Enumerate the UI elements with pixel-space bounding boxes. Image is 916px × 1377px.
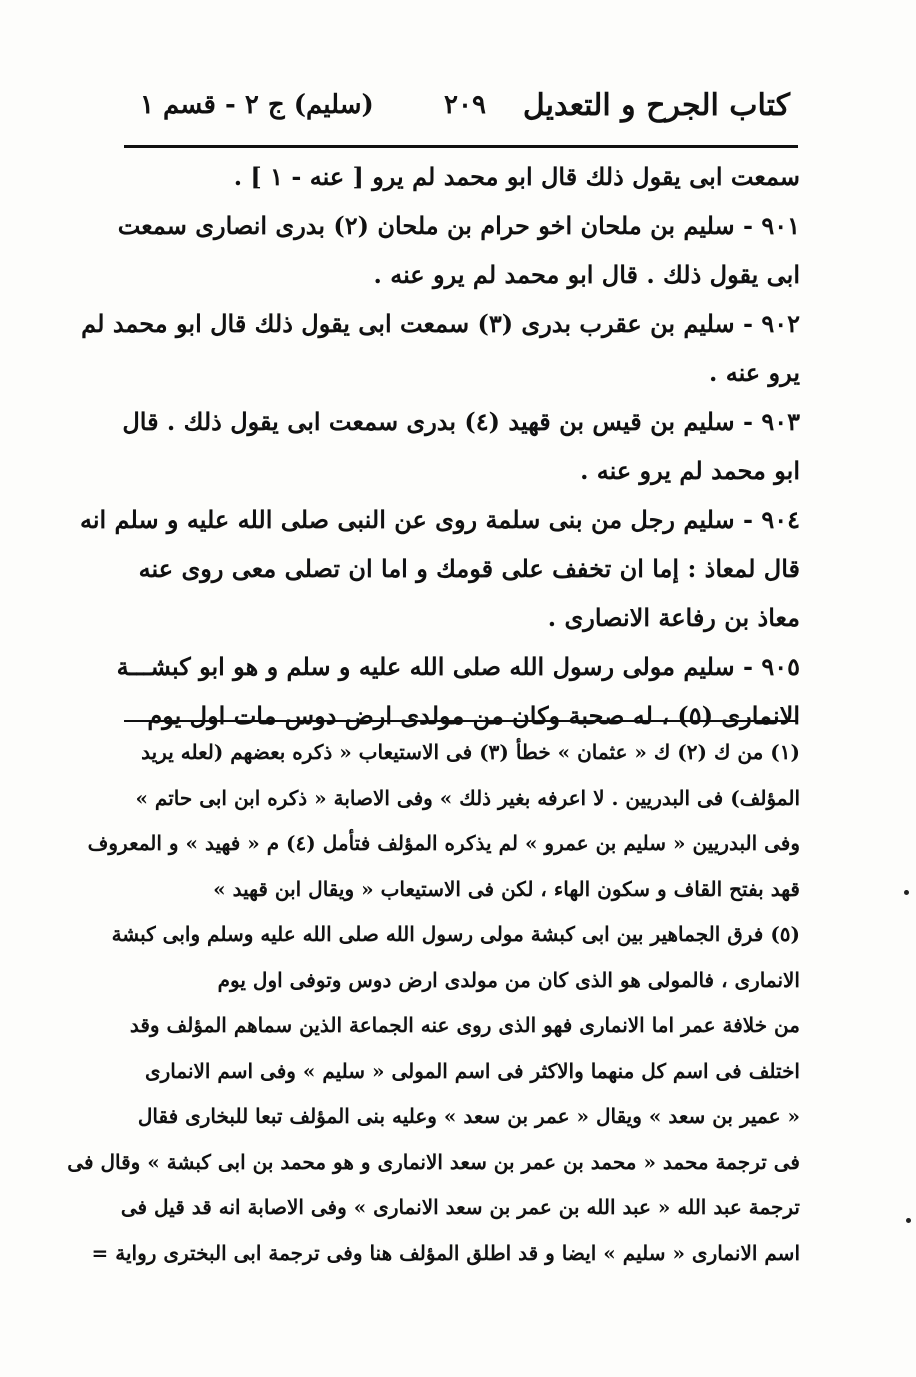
header-rule — [124, 145, 798, 148]
text-line: قال لمعاذ : إما ان تخفف على قومك و اما ان تصلى معى روى عنه — [138, 554, 800, 583]
entry-902-line: ٩٠٢ - سليم بن عقرب بدرى (٣) سمعت ابى يقول ذلك قال ابو محمد لم — [81, 309, 800, 338]
footnote-line: « عمير بن سعد » ويقال « عمر بن سعد » وعليه بنى المؤلف تبعا للبخارى فقال — [137, 1104, 800, 1128]
footnote-line: اختلف فى اسم كل منهما والاكثر فى اسم المولى « سليم » وفى اسم الانمارى — [144, 1058, 800, 1083]
page-header — [140, 88, 790, 136]
text-line: الانمارى (٥) ، له صحبة وكان من مولدى ارض دوس مات اول يوم — [147, 701, 800, 730]
text-line: ابو محمد لم يرو عنه . — [580, 456, 800, 485]
book-title: كتاب الجرح و التعديل — [522, 88, 790, 123]
footnote-line: المؤلف) فى البدريين . لا اعرفه بغير ذلك » وفى الاصابة « ذكره ابن ابى حاتم » — [135, 785, 800, 810]
footnote-line: من خلافة عمر اما الانمارى فهو الذى روى عنه الجماعة الذين سماهم المؤلف وقد — [129, 1013, 800, 1037]
footnote-line: ترجمة عبد الله « عبد الله بن عمر بن سعد الانمارى » وفى الاصابة انه قد قيل فى — [120, 1195, 800, 1219]
footnote-line: (٥) فرق الجماهير بين ابى كبشة مولى رسول الله صلى الله عليه وسلم وابى كبشة — [111, 922, 800, 946]
footnote-rule — [124, 720, 798, 722]
entry-905-line: ٩٠٥ - سليم مولى رسول الله صلى الله عليه و سلم و هو ابو كبشـــة — [116, 652, 800, 681]
page-number: ٢٠٩ — [444, 90, 486, 120]
footnote-line: قهد بفتح القاف و سكون الهاء ، لكن فى الاستيعاب « ويقال ابن قهيد » — [213, 876, 800, 901]
entry-904-line: ٩٠٤ - سليم رجل من بنى سلمة روى عن النبى صلى الله عليه و سلم انه — [79, 505, 800, 534]
volume-info: (سليم) ج ٢ - قسم ١ — [140, 90, 374, 120]
entry-901-line: ٩٠١ - سليم بن ملحان اخو حرام بن ملحان (٢) بدرى انصارى سمعت — [117, 211, 800, 240]
margin-speck — [904, 890, 909, 895]
footnote-line: الانمارى ، فالمولى هو الذى كان من مولدى ارض دوس وتوفى اول يوم — [217, 967, 800, 992]
text-line: يرو عنه . — [708, 358, 800, 387]
text-line: معاذ بن رفاعة الانصارى . — [547, 603, 800, 632]
margin-speck — [906, 1218, 911, 1223]
footnote-line: وفى البدريين « سليم بن عمرو » لم يذكره المؤلف فتأمل (٤) م « فهيد » و المعروف — [87, 831, 800, 855]
entry-903-line: ٩٠٣ - سليم بن قيس بن قهيد (٤) بدرى سمعت ابى يقول ذلك . قال — [122, 407, 800, 436]
footnotes — [67, 730, 800, 1276]
text-line: ابى يقول ذلك . قال ابو محمد لم يرو عنه . — [373, 260, 800, 289]
footnote-line: (١) من ك (٢) ك « عثمان » خطأ (٣) فى الاستيعاب « ذكره بعضهم (لعله يريد — [141, 740, 800, 764]
main-text — [79, 152, 800, 740]
footnote-line: اسم الانمارى « سليم » ايضا و قد اطلق المؤلف هنا وفى ترجمة ابى البخترى رواية = — [91, 1240, 800, 1265]
footnote-line: فى ترجمة محمد « محمد بن عمر بن سعد الانمارى و هو محمد بن ابى كبشة » وقال فى — [67, 1149, 800, 1174]
text-line: سمعت ابى يقول ذلك قال ابو محمد لم يرو [ عنه - ١ ] . — [233, 162, 800, 191]
